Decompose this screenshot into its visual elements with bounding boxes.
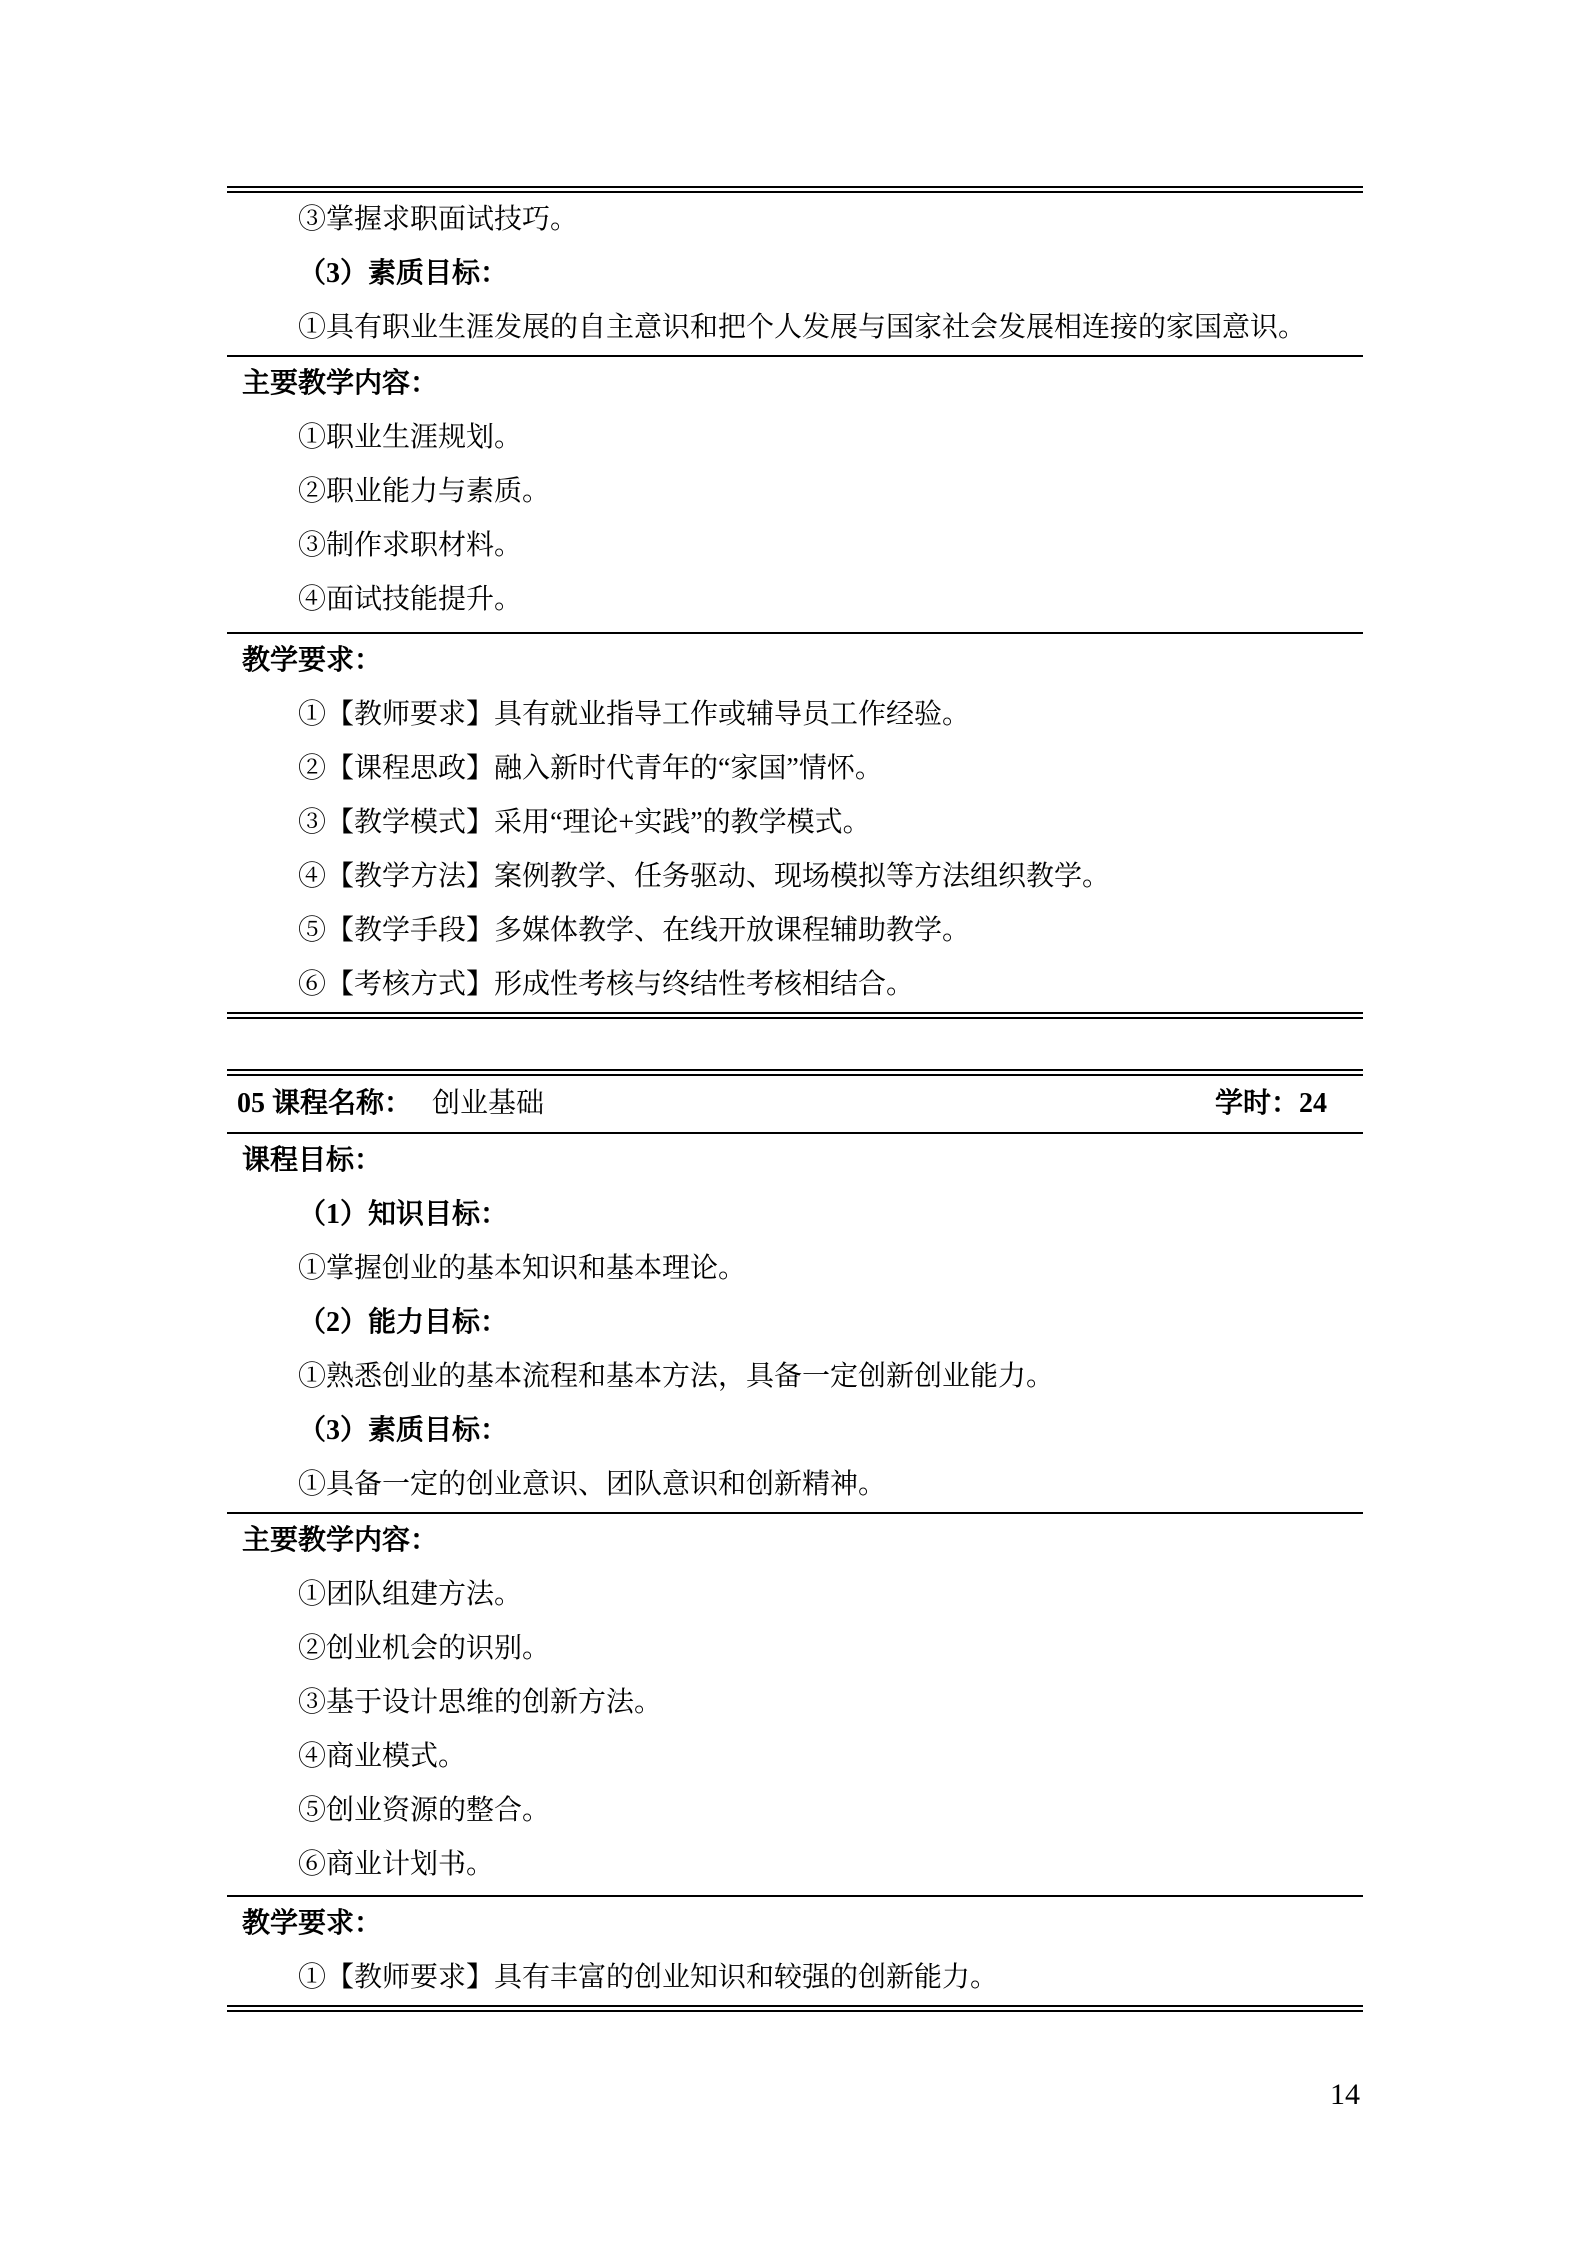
course05-content-section — [227, 1514, 1363, 1897]
goal-line: ①熟悉创业的基本流程和基本方法，具备一定创新创业能力。 — [298, 1361, 1055, 1392]
goal-subheading: （3）素质目标： — [298, 1415, 509, 1446]
course-title — [237, 1077, 544, 1131]
section-heading: 教学要求： — [242, 1908, 383, 1939]
table-gap — [227, 1019, 1363, 1069]
course05-requirements-section — [227, 1897, 1363, 2012]
course-hours — [1215, 1077, 1327, 1131]
requirement-item: ⑤【教学手段】多媒体教学、在线开放课程辅助教学。 — [298, 915, 971, 946]
section-heading: 教学要求： — [242, 645, 383, 676]
page-number: 14 — [1330, 2078, 1360, 2111]
course05-header-row — [227, 1069, 1363, 1134]
course-title-label: 05 课程名称： — [237, 1088, 413, 1119]
goal-line: ①掌握创业的基本知识和基本理论。 — [298, 1253, 747, 1284]
goal-line: ③掌握求职面试技巧。 — [298, 204, 579, 235]
prev-course-requirements-section — [227, 634, 1363, 1019]
section-heading: 主要教学内容： — [242, 368, 439, 399]
goal-subheading: （2）能力目标： — [298, 1307, 509, 1338]
prev-course-content-section — [227, 357, 1363, 634]
content-item: ④面试技能提升。 — [298, 584, 523, 615]
content-item: ①团队组建方法。 — [298, 1579, 523, 1610]
goal-line: ①具备一定的创业意识、团队意识和创新精神。 — [298, 1469, 887, 1500]
section-heading: 课程目标： — [242, 1145, 383, 1176]
course05-goals-section — [227, 1134, 1363, 1514]
content-item: ⑤创业资源的整合。 — [298, 1795, 551, 1826]
content-item: ④商业模式。 — [298, 1741, 467, 1772]
requirement-item: ⑥【考核方式】形成性考核与终结性考核相结合。 — [298, 969, 915, 1000]
requirement-item: ④【教学方法】案例教学、任务驱动、现场模拟等方法组织教学。 — [298, 861, 1111, 892]
content-item: ③制作求职材料。 — [298, 530, 523, 561]
syllabus-table — [227, 186, 1363, 2012]
requirement-item: ①【教师要求】具有就业指导工作或辅导员工作经验。 — [298, 699, 971, 730]
course-title-value: 创业基础 — [432, 1088, 545, 1119]
content-item: ③基于设计思维的创新方法。 — [298, 1687, 663, 1718]
course-hours-value: 24 — [1299, 1088, 1327, 1119]
goal-subheading: （1）知识目标： — [298, 1199, 509, 1230]
content-item: ⑥商业计划书。 — [298, 1849, 495, 1880]
requirement-item: ②【课程思政】融入新时代青年的“家国”情怀。 — [298, 753, 883, 784]
goal-line: ①具有职业生涯发展的自主意识和把个人发展与国家社会发展相连接的家国意识。 — [298, 312, 1307, 343]
requirement-item: ①【教师要求】具有丰富的创业知识和较强的创新能力。 — [298, 1962, 999, 1993]
content-item: ①职业生涯规划。 — [298, 422, 523, 453]
section-heading: 主要教学内容： — [242, 1525, 439, 1556]
goal-subheading: （3）素质目标： — [298, 258, 509, 289]
course-hours-label: 学时： — [1214, 1088, 1299, 1119]
content-item: ②职业能力与素质。 — [298, 476, 551, 507]
prev-course-goals-section — [227, 186, 1363, 357]
content-item: ②创业机会的识别。 — [298, 1633, 551, 1664]
requirement-item: ③【教学模式】采用“理论+实践”的教学模式。 — [298, 807, 871, 838]
